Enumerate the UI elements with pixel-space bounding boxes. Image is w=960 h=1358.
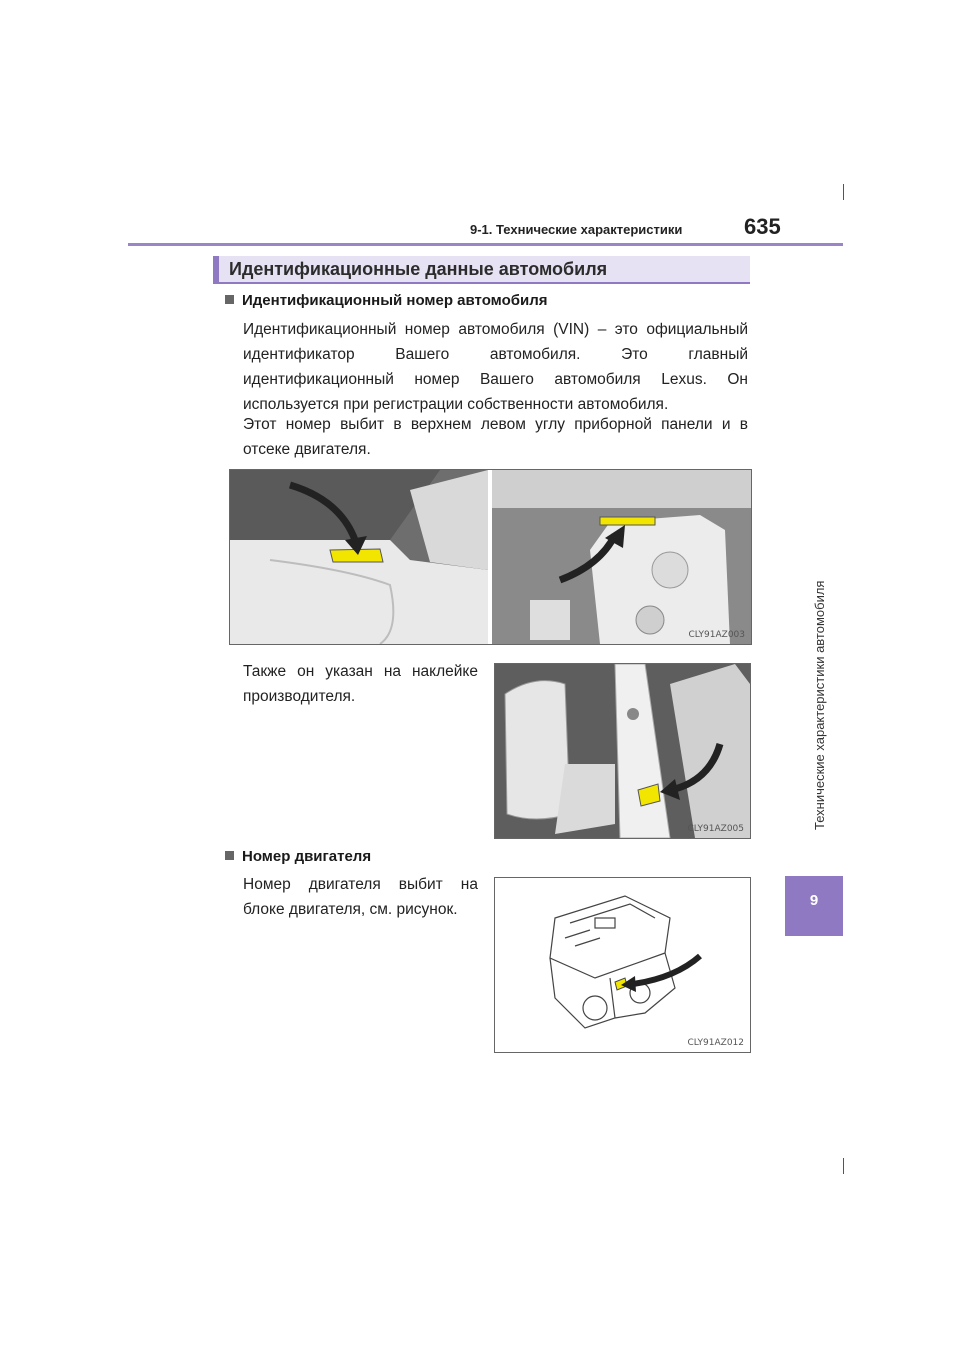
figure-code: CLY91AZ003 bbox=[688, 630, 745, 640]
engine-paragraph-1: Номер двигателя выбит на блоке двигателя, см. рисунок. bbox=[243, 876, 478, 918]
engine-heading bbox=[225, 848, 371, 865]
figure-code: CLY91AZ005 bbox=[687, 824, 744, 834]
manufacturer-label-figure bbox=[494, 663, 751, 839]
chapter-side-label: Технические характеристики автомобиля bbox=[812, 580, 827, 830]
header-rule bbox=[128, 243, 843, 246]
crop-mark bbox=[843, 1158, 844, 1174]
vin-paragraph-1: Идентификационный номер автомобиля (VIN) – это официальный идентификатор Вашего автомобиля. Это главный идентификационный номер Вашего автомобиля Lexus. Он используется при регистрации собственности автомобиля. bbox=[243, 321, 748, 413]
figure-code: CLY91AZ012 bbox=[687, 1038, 744, 1048]
section-title: 9-1. Технические характеристики bbox=[470, 222, 683, 237]
engine-number-figure bbox=[494, 877, 751, 1053]
section-banner: Идентификационные данные автомобиля bbox=[213, 256, 750, 284]
page-number: 635 bbox=[744, 214, 781, 239]
vin-heading bbox=[225, 292, 548, 309]
bullet-square-icon bbox=[225, 851, 234, 860]
vin-heading-text: Идентификационный номер автомобиля bbox=[242, 292, 548, 309]
chapter-tab[interactable]: 9 bbox=[785, 876, 843, 936]
vin-paragraph-2: Этот номер выбит в верхнем левом углу приборной панели и в отсеке двигателя. bbox=[243, 416, 748, 458]
engine-heading-text: Номер двигателя bbox=[242, 848, 372, 865]
vin-location-figure bbox=[229, 469, 752, 645]
bullet-square-icon bbox=[225, 295, 234, 304]
vin-paragraph-3: Также он указан на наклейке производителя. bbox=[243, 663, 478, 705]
crop-mark bbox=[843, 184, 844, 200]
